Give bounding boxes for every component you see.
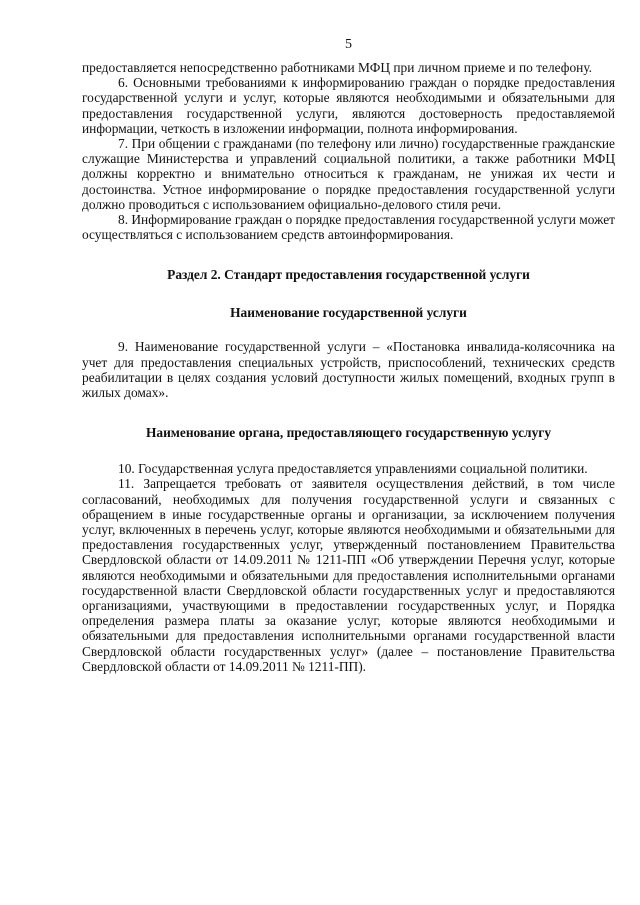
- organ-heading: Наименование органа, предоставляющего государственную услугу: [145, 425, 552, 441]
- paragraph-9: 9. Наименование государственной услуги – «Постановка инвалида-колясочника на учет для предоставления специальных устройств, приспособлений, технических средств реабилитации в целях создания условий доступности жилых помещений, входных групп в жилых домах».: [82, 339, 615, 401]
- paragraph-11: 11. Запрещается требовать от заявителя осуществления действий, в том числе согласований, необходимых для получения государственной услуги и связанных с обращением в иные государственные органы и организации, за исключением получения услуг, включенных в перечень услуг, которые являются необходимыми и обязательными для предоставления государственных услуг, утвержденный постановлением Правительства Свердловской области от 14.09.2011 № 1211-ПП «Об утверждении Перечня услуг, которые являются необходимыми и обязательными для предоставления исполнительными органами государственной власти Свердловской области государственных услуг и предоставляются организациями, участвующими в предоставлении государственных услуг, и Порядка определения размера платы за оказание услуг, которые являются необходимыми и обязательными для предоставления исполнительными органами государственной власти Свердловской области государственных услуг» (далее – постановление Правительства Свердловской области от 14.09.2011 № 1211-ПП).: [82, 476, 615, 674]
- paragraph-7: 7. При общении с гражданами (по телефону или лично) государственные гражданские служащие Министерства и управлений социальной политики, а также работники МФЦ должны корректно и внимательно относиться к гражданам, не унижая их чести и достоинства. Устное информирование о порядке предоставления государственной услуги должно проводиться с использованием официально-делового стиля речи.: [82, 136, 615, 212]
- paragraph-10: 10. Государственная услуга предоставляется управлениями социальной политики.: [118, 461, 588, 477]
- paragraph-8: 8. Информирование граждан о порядке предоставления государственной услуги может осуществляться с использованием средств автоинформирования.: [82, 212, 616, 243]
- section-2-heading: Раздел 2. Стандарт предоставления государственной услуги: [167, 267, 530, 283]
- page-number: 5: [345, 37, 352, 52]
- paragraph-continuation: предоставляется непосредственно работниками МФЦ при личном приеме и по телефону.: [82, 60, 593, 75]
- paragraph-6: 6. Основными требованиями к информированию граждан о порядке предоставления государственной услуги и услуг, которые являются необходимыми и обязательными для предоставления государственной услуги, являются достоверность предоставляемой информации, четкость в изложении информации, полнота информирования.: [82, 75, 615, 136]
- service-name-heading: Наименование государственной услуги: [230, 305, 467, 321]
